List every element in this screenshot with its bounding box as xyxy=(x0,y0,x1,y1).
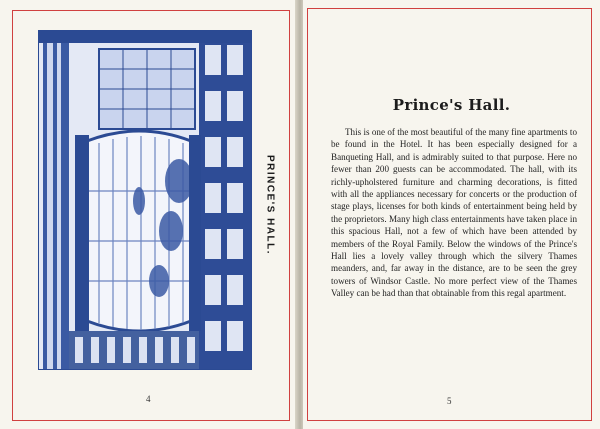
plate-side-caption xyxy=(255,145,285,265)
plate-caption-text: PRINCE'S HALL. xyxy=(264,154,276,256)
page-number-left: 4 xyxy=(146,394,151,404)
page-title: Prince's Hall. xyxy=(392,96,511,114)
hall-illustration xyxy=(39,31,251,369)
princes-hall-engraving xyxy=(38,30,252,370)
body-paragraph: This is one of the most beautiful of the many fine apartments to be found in the Hotel. It has been especially designed for a Banqueting Hall, and is admirably suited to that purpose. Here no fewer than 200 guests can be accommodated. The hall, with its richly-upholstered furniture and charming decorations, is fitted with all the appliances necessary for concerts or the production of stage plays, licenses for both kinds of entertainment being held by the proprietors. Many high class entertainments have taken place in this spacious Hall, not a few of which have been attended by members of the Royal Family. Below the windows of the Prince's Hall lies a lovely valley through which the silvery Thames meanders, and, far away in the distance, are to be seen the grey towers of Windsor Castle. No more perfect view of the Thames Valley can be had than that obtainable from this regal apartment. xyxy=(331,127,577,299)
right-page xyxy=(303,0,600,429)
page-number-right: 5 xyxy=(447,396,452,406)
left-page xyxy=(0,0,297,429)
